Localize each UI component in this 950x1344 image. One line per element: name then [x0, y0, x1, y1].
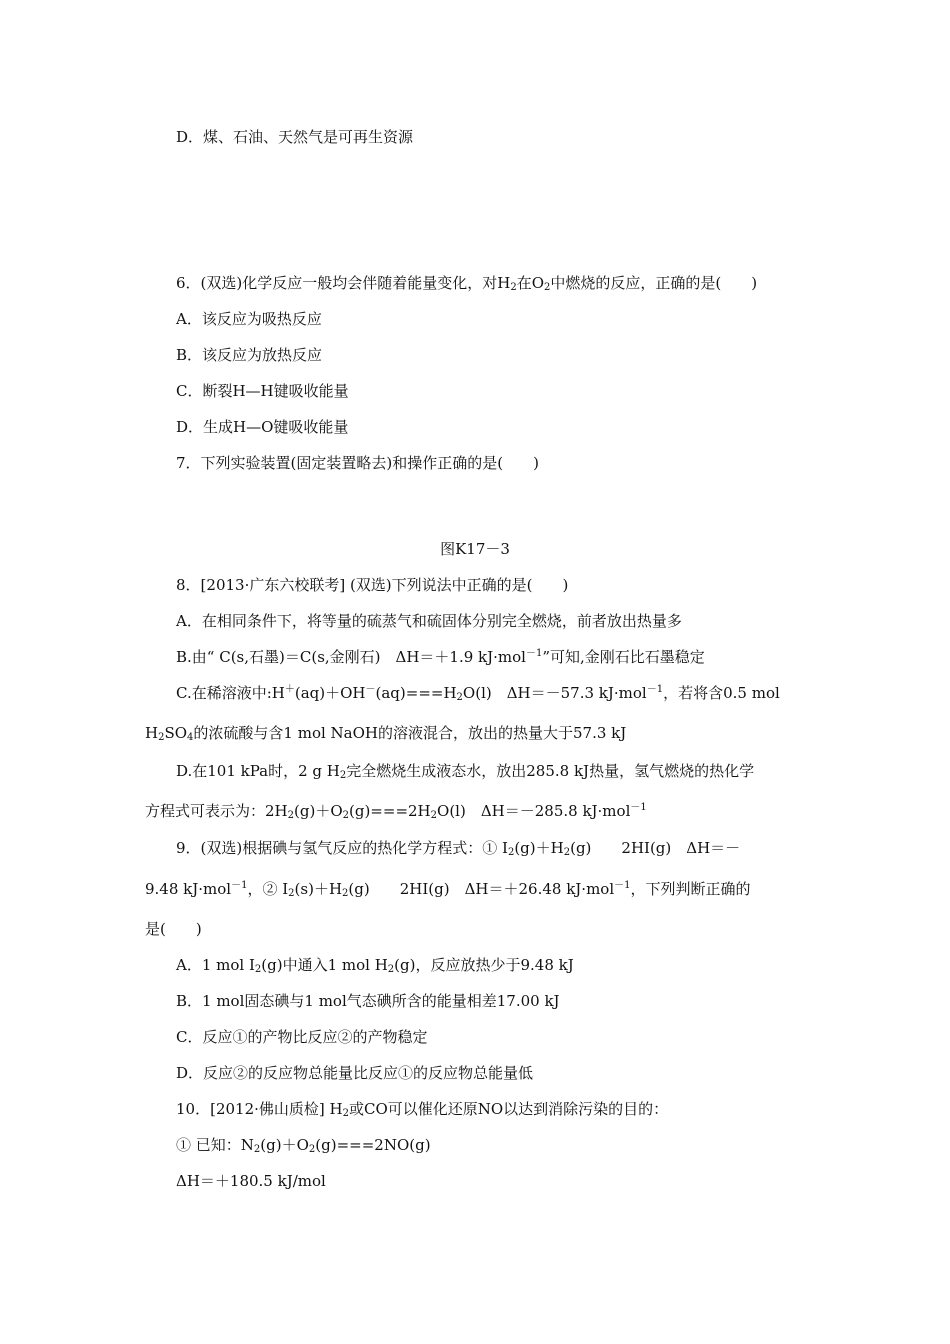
q5-option-d: D．煤、石油、天然气是可再生资源: [176, 128, 414, 146]
q9-option-c: C．反应①的产物比反应②的产物稳定: [176, 1028, 428, 1046]
q10-enthalpy-1: ΔH＝＋180.5 kJ/mol: [176, 1172, 326, 1190]
q9-option-a: A．1 mol $I_2(g)$中通入1 mol $H_2(g)$，反应放热少于9.48 kJ: [176, 956, 574, 975]
q9-option-d: D．反应②的反应物总能量比反应①的反应物总能量低: [176, 1064, 534, 1082]
q10-equation-1: ① 已知：$N_2(g)+O_2(g)===2NO(g)$: [176, 1136, 431, 1155]
q8-stem: 8．[2013·广东六校联考] (双选)下列说法中正确的是( ): [176, 576, 569, 594]
q8-option-c-line2: $H_2SO_4$的浓硫酸与含1 mol NaOH的溶液混合，放出的热量大于57.3 kJ: [145, 724, 627, 743]
q8-option-d-line1: D.在101 kPa时，2 g $H_2$完全燃烧生成液态水，放出285.8 kJ热量，氢气燃烧的热化学: [176, 762, 755, 781]
q8-option-b: B.由“ C(s,石墨)＝C(s,金刚石) ΔH＝＋1.9 kJ·mol$^{-1}$”可知,金刚石比石墨稳定: [176, 648, 705, 666]
q6-option-c: C．断裂H—H键吸收能量: [176, 382, 349, 400]
figure-caption: 图K17－3: [440, 540, 510, 558]
q8-option-d-line2: 方程式可表示为：$2H_2(g)+O_2(g)===2H_2O(l)$ ΔH＝－285.8 kJ·mol$^{-1}$: [145, 802, 647, 821]
q10-stem: 10．[2012·佛山质检] $H_2$或CO可以催化还原NO以达到消除污染的目的：: [176, 1100, 669, 1119]
q8-option-c-line1: C.在稀溶液中$:H^+(aq)+OH^-(aq)===H_2O(l)$ ΔH＝－57.3 kJ·mol$^{-1}$，若将含0.5 mol: [176, 684, 780, 703]
q9-option-b: B．1 mol固态碘与1 mol气态碘所含的能量相差17.00 kJ: [176, 992, 560, 1010]
q6-stem: 6．(双选)化学反应一般均会伴随着能量变化，对$H_2$在$O_2$中燃烧的反应，正确的是( ): [176, 274, 758, 293]
q7-stem: 7．下列实验装置(固定装置略去)和操作正确的是( ): [176, 454, 539, 472]
q9-line1: 9．(双选)根据碘与氢气反应的热化学方程式：① $I_2(g)+H_2(g)$ 2HI(g) ΔH＝－: [176, 839, 741, 858]
q9-line3: 是( ): [145, 920, 202, 938]
q9-line2: 9.48 kJ·mol$^{-1}$，② $I_2(s)+H_2(g)$ 2HI(g) ΔH＝＋26.48 kJ·mol$^{-1}$，下列判断正确的: [145, 880, 751, 899]
q6-option-d: D．生成H—O键吸收能量: [176, 418, 349, 436]
q8-option-a: A．在相同条件下，将等量的硫蒸气和硫固体分别完全燃烧，前者放出热量多: [176, 612, 682, 630]
q6-option-a: A．该反应为吸热反应: [176, 310, 322, 328]
q6-option-b: B．该反应为放热反应: [176, 346, 323, 364]
